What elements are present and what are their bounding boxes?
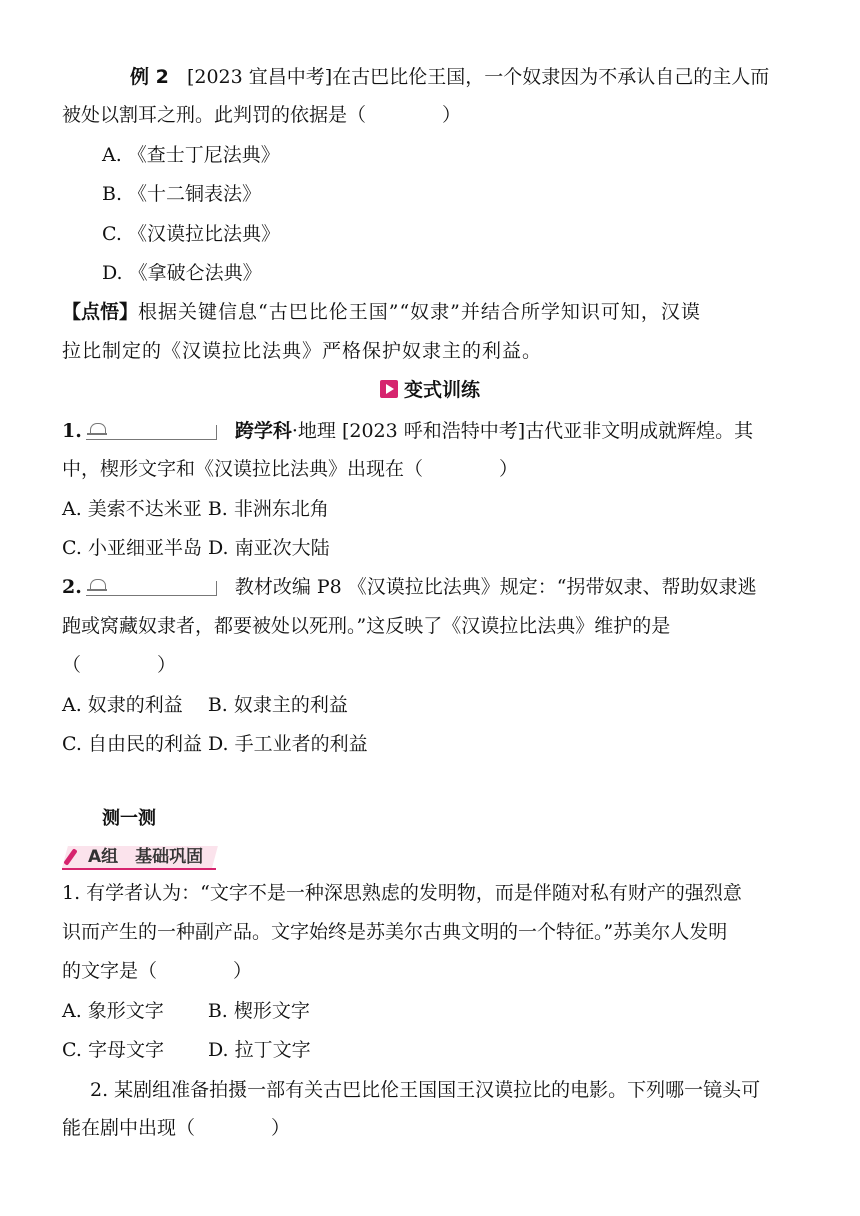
question-text: 教材改编 P8 《汉谟拉比法典》规定：“拐带奴隶、帮助奴隶逃 xyxy=(234,576,757,598)
question-text: 跑或窝藏奴隶者，都要被处以死刑。”这反映了《汉谟拉比法典》维护的是 xyxy=(62,615,671,637)
question-number: 1. xyxy=(62,420,82,442)
section-title: 变式训练 xyxy=(403,379,480,401)
test-section-title: 测一测 xyxy=(102,808,156,829)
option-b: B. 《十二铜表法》 xyxy=(102,183,262,205)
variant-question-1 xyxy=(62,418,753,444)
variant-question-2 xyxy=(62,574,757,600)
group-label: A组 基础巩固 xyxy=(88,847,204,867)
question-tag-frame xyxy=(86,425,217,440)
question-text: 中，楔形文字和《汉谟拉比法典》出现在（ ） xyxy=(62,458,519,480)
insight-text: 拉比制定的《汉谟拉比法典》严格保护奴隶主的利益。 xyxy=(62,340,543,362)
example-2-question xyxy=(130,64,769,90)
option-c: C. 《汉谟拉比法典》 xyxy=(102,223,280,245)
options-row: C. 小亚细亚半岛 D. 南亚次大陆 xyxy=(62,537,330,559)
variant-training-header xyxy=(0,377,860,403)
test-question-2: 2. 某剧组准备拍摄一部有关古巴比伦王国国王汉谟拉比的电影。下列哪一镜头可 xyxy=(90,1079,761,1101)
question-tag-frame xyxy=(86,581,217,596)
options-row: C. 自由民的利益 D. 手工业者的利益 xyxy=(62,733,368,755)
question-text: 的文字是（ ） xyxy=(62,960,253,982)
cloud-icon xyxy=(90,579,106,590)
group-a-banner xyxy=(62,846,216,870)
answer-blank: （ ） xyxy=(62,654,177,676)
option-d: D. 《拿破仑法典》 xyxy=(102,262,262,284)
play-triangle-icon xyxy=(380,380,398,398)
question-number: 2. xyxy=(62,576,82,598)
question-text: ·地理 [2023 呼和浩特中考]古代亚非文明成就辉煌。其 xyxy=(291,420,754,442)
question-text: [2023 宜昌中考]在古巴比伦王国，一个奴隶因为不承认自己的主人而 xyxy=(186,66,770,88)
options-row: A. 象形文字 B. 楔形文字 xyxy=(62,1000,310,1022)
options-row: A. 奴隶的利益 B. 奴隶主的利益 xyxy=(62,694,348,716)
options-row: C. 字母文字 D. 拉丁文字 xyxy=(62,1039,311,1061)
cross-subject-tag: 跨学科 xyxy=(234,420,292,442)
option-a: A. 《查士丁尼法典》 xyxy=(102,144,280,166)
insight-label: 【点悟】 xyxy=(62,301,139,323)
example-label: 例 2 xyxy=(130,66,169,88)
options-row: A. 美索不达米亚 B. 非洲东北角 xyxy=(62,498,329,520)
insight xyxy=(62,299,701,325)
question-text: 能在剧中出现（ ） xyxy=(62,1117,291,1139)
cloud-icon xyxy=(90,423,106,434)
question-text: 识而产生的一种副产品。文字始终是苏美尔古典文明的一个特征。”苏美尔人发明 xyxy=(62,921,728,943)
insight-text: 根据关键信息“古巴比伦王国”“奴隶”并结合所学知识可知，汉谟 xyxy=(138,301,701,323)
question-text: 被处以割耳之刑。此判罚的依据是（ ） xyxy=(62,104,462,126)
test-question-1: 1. 有学者认为：“文字不是一种深思熟虑的发明物，而是伴随对私有财产的强烈意 xyxy=(62,882,742,904)
